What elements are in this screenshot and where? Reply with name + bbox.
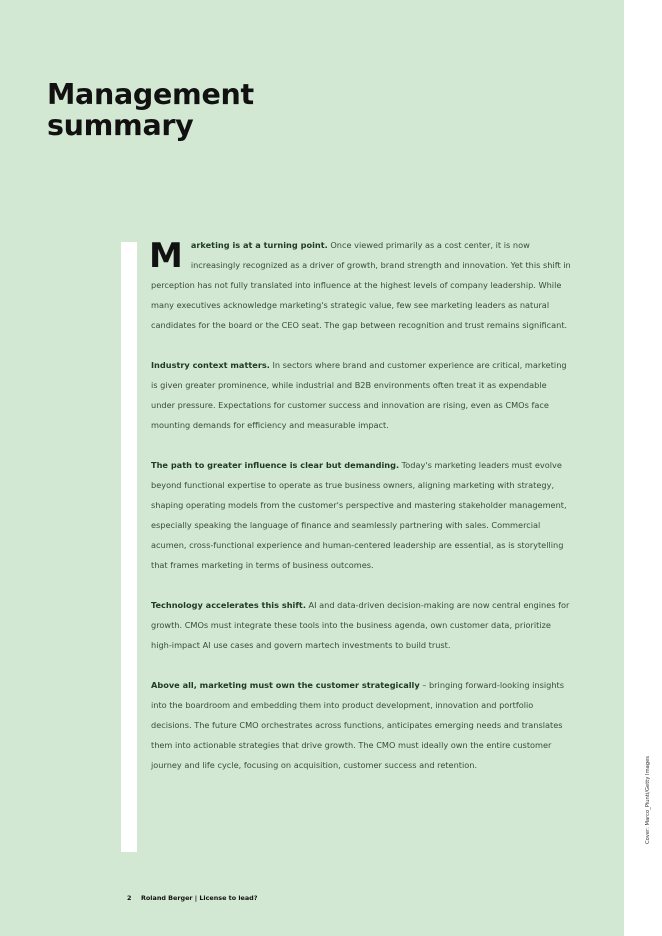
paragraph	[151, 595, 571, 655]
paragraph-text: Once viewed primarily as a cost center, it is now increasingly recognized as a driver of growth, brand strength and innovation. Yet this shift in perception has not fully translated into influence at the highest levels of company leadership. While many executives acknowledge marketing's strategic value, few see marketing leaders as natural candidates for the board or the CEO seat. The gap between recognition and trust remains significant.	[151, 240, 571, 330]
summary-body	[151, 235, 571, 795]
paragraph-text: AI and data-driven decision-making are now central engines for growth. CMOs must integrate these tools into the business agenda, own customer data, prioritize high-impact AI use cases and govern martech investments to build trust.	[151, 600, 570, 650]
paragraph-text: Today's marketing leaders must evolve beyond functional expertise to operate as true business owners, aligning marketing with strategy, shaping operating models from the customer's perspective and mastering stakeholder management, especially speaking the language of finance and seamlessly partnering with sales. Commercial acumen, cross-functional experience and human-centered leadership are essential, as is storytelling that frames marketing in terms of business outcomes.	[151, 460, 567, 570]
paragraph-text: – bringing forward-looking insights into the boardroom and embedding them into product development, innovation and portfolio decisions. The future CMO orchestrates across functions, anticipates emerging needs and translates them into actionable strategies that drive growth. The CMO must ideally own the entire customer journey and life cycle, focusing on acquisition, customer success and retention.	[151, 680, 564, 770]
drop-cap: M	[149, 236, 183, 276]
paragraph-text: In sectors where brand and customer experience are critical, marketing is given greater prominence, while industrial and B2B environments often treat it as expendable under pressure. Expectations for customer success and innovation are rising, even as CMOs face mounting demands for efficiency and measurable impact.	[151, 360, 567, 430]
paragraph	[151, 235, 571, 335]
paragraph-lead: Technology accelerates this shift.	[151, 600, 306, 610]
footer-text: Roland Berger | License to lead?	[141, 894, 258, 902]
page-title	[47, 79, 254, 141]
paragraph-lead: arketing is at a turning point.	[190, 240, 328, 250]
title-line-1: Management	[47, 78, 254, 111]
paragraph	[151, 455, 571, 575]
paragraph-lead: Above all, marketing must own the customer strategically	[151, 680, 420, 690]
image-credit: Cover: Marco_Piunti/Getty Images	[645, 756, 651, 844]
page-number: 2	[127, 894, 132, 902]
paragraph	[151, 675, 571, 775]
page-footer	[127, 894, 257, 902]
paragraph	[151, 355, 571, 435]
paragraph-lead: The path to greater influence is clear but demanding.	[151, 460, 400, 470]
accent-bar	[121, 242, 137, 852]
title-line-2: summary	[47, 109, 194, 142]
paragraph-lead: Industry context matters.	[151, 360, 270, 370]
